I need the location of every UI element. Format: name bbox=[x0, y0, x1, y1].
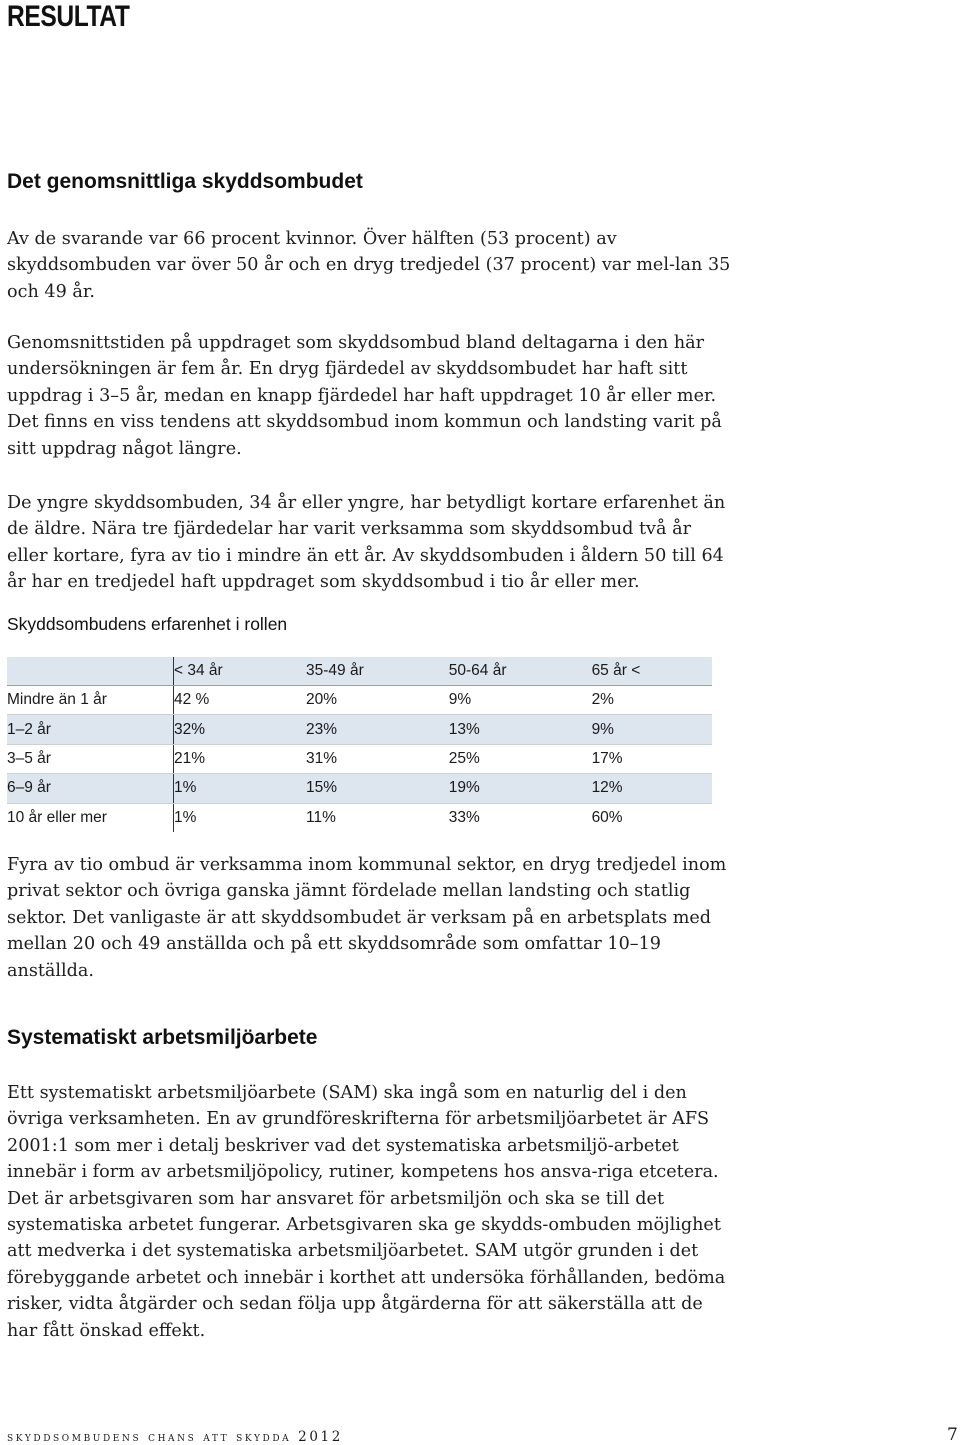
cell: 60% bbox=[591, 808, 623, 826]
col-header-under-34: < 34 år bbox=[174, 657, 307, 686]
cell: 42 % bbox=[174, 686, 307, 715]
cell: 1% bbox=[174, 774, 307, 803]
paragraph-assignment-length: Genomsnittstiden på uppdraget som skyddsombud bland deltagarna i den här undersökningen är fem år. En dryg fjärdedel av skyddsombudet har haft sitt uppdrag i 3–5 år, medan en knapp fjärdedel har haft uppdraget 10 år eller mer. Det finns en viss tendens att skyddsombud inom kommun och landsting varit på sitt uppdrag något längre. bbox=[7, 333, 722, 459]
cell: 20% bbox=[306, 686, 449, 715]
cell: 21% bbox=[174, 744, 307, 773]
cell: 32% bbox=[174, 715, 307, 744]
paragraph-sector-distribution: Fyra av tio ombud är verksamma inom kommunal sektor, en dryg tredjedel inom privat sektor och övriga ganska jämnt fördelade mellan landsting och statlig sektor. Det vanligaste är att skyddsombudet är verksam på en arbetsplats med mellan 20 och 49 anställda och på ett skyddsområde som omfattar 10–19 anställda. bbox=[7, 855, 727, 981]
cell: 1% bbox=[174, 808, 197, 826]
cell: 25% bbox=[449, 744, 592, 773]
table-title: Skyddsombudens erfarenhet i rollen bbox=[7, 614, 288, 634]
cell: 2% bbox=[592, 686, 712, 715]
cell: 19% bbox=[449, 774, 592, 803]
section-heading-average-ombud: Det genomsnittliga skyddsombudet bbox=[7, 170, 363, 193]
cell: 17% bbox=[592, 744, 712, 773]
cell: 33% bbox=[448, 808, 480, 826]
table-row bbox=[7, 803, 712, 832]
row-label: Mindre än 1 år bbox=[7, 686, 174, 715]
table-row bbox=[7, 715, 712, 744]
table-row bbox=[7, 686, 712, 715]
paragraph-younger-ombud: De yngre skyddsombuden, 34 år eller yngre, har betydligt kortare erfarenhet än de äldre. Nära tre fjärdedelar har varit verksamma som skyddsombud två år eller kortare, fyra av tio i mindre än ett år. Av skyddsombuden i åldern 50 till 64 år har en tredjedel haft uppdraget som skyddsombud i tio år eller mer. bbox=[7, 493, 726, 593]
row-label: 3–5 år bbox=[7, 744, 174, 773]
paragraph-sam: Ett systematiskt arbetsmiljöarbete (SAM) ska ingå som en naturlig del i den övriga verksamheten. En av grundföreskrifterna för arbetsmiljöarbetet är AFS 2001:1 som mer i detalj beskriver vad det systematiska arbetsmiljö-arbetet innebär i form av arbetsmiljöpolicy, rutiner, kompetens hos ansva-riga etcetera. Det är arbetsgivaren som har ansvaret för arbetsmiljön och ska se till det systematiska arbetet fungerar. Arbetsgivaren ska ge skydds-ombuden möjlighet att medverka i det systematiska arbetsmiljöarbetet. SAM utgör grunden i det förebyggande arbetet och innebär i korthet att undersöka förhållanden, bedöma risker, vidta åtgärder och sedan följa upp åtgärderna för att säkerställa att de har fått önskad effekt. bbox=[7, 1083, 726, 1341]
col-header-50-64: 50-64 år bbox=[449, 657, 592, 686]
section-label: RESULTAT bbox=[7, 0, 130, 33]
cell: 9% bbox=[592, 715, 712, 744]
cell: 31% bbox=[306, 744, 449, 773]
footer-publication: skyddsombudens chans att skydda 2012 bbox=[7, 1429, 343, 1445]
cell: 15% bbox=[306, 774, 449, 803]
col-header-35-49: 35-49 år bbox=[306, 657, 449, 686]
section-heading-sam: Systematiskt arbetsmiljöarbete bbox=[7, 1026, 318, 1049]
table-row bbox=[7, 744, 712, 773]
table-row bbox=[7, 774, 712, 803]
experience-table bbox=[7, 657, 712, 832]
page-number: 7 bbox=[947, 1425, 958, 1445]
col-header-65-plus: 65 år < bbox=[592, 657, 712, 686]
row-label: 6–9 år bbox=[7, 774, 174, 803]
cell: 9% bbox=[449, 686, 592, 715]
table-header-row bbox=[7, 657, 712, 686]
table-corner-cell bbox=[7, 657, 174, 686]
row-label: 10 år eller mer bbox=[7, 803, 174, 832]
paragraph-demographics: Av de svarande var 66 procent kvinnor. Över hälften (53 procent) av skyddsombuden var över 50 år och en dryg tredjedel (37 procent) var mel-lan 35 och 49 år. bbox=[7, 229, 731, 302]
cell: 23% bbox=[306, 715, 449, 744]
row-label: 1–2 år bbox=[7, 715, 174, 744]
cell: 11% bbox=[306, 808, 336, 826]
cell: 13% bbox=[449, 715, 592, 744]
cell: 12% bbox=[592, 774, 712, 803]
